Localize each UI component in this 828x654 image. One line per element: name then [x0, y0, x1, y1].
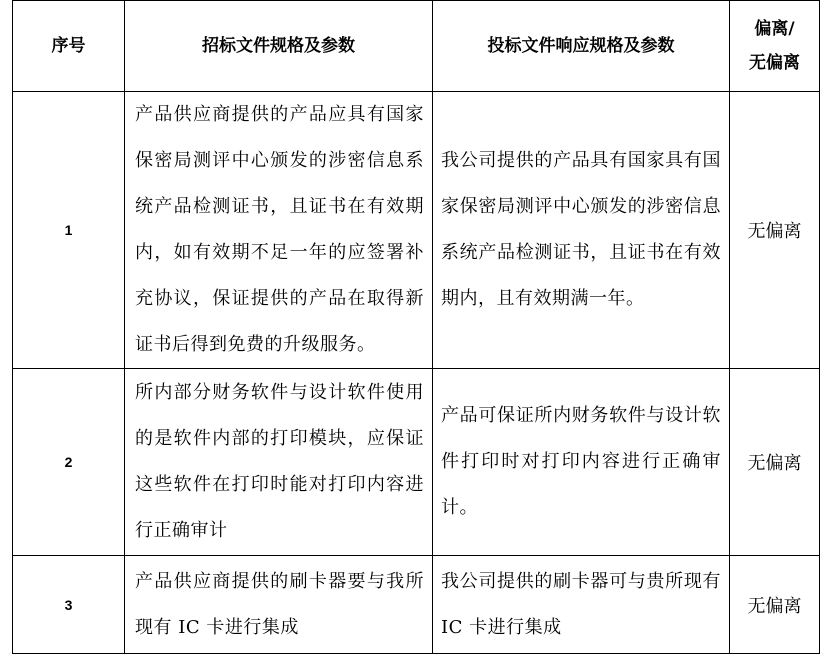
row-seq: 1	[13, 92, 125, 369]
table-row	[13, 92, 820, 369]
header-tender-spec: 招标文件规格及参数	[125, 1, 433, 92]
header-seq: 序号	[13, 1, 125, 92]
row-bid-cell	[433, 92, 730, 369]
header-deviation-line1: 偏离/	[754, 19, 795, 39]
row-bid-cell	[433, 556, 730, 654]
row-bid-cell	[433, 369, 730, 556]
row-tender-text: 产品供应商提供的刷卡器要与我所现有 IC 卡进行集成	[135, 570, 424, 638]
row-tender-cell	[125, 556, 433, 654]
row-seq: 2	[13, 369, 125, 556]
row-deviation: 无偏离	[730, 556, 820, 654]
table-row	[13, 369, 820, 556]
header-bid-response: 投标文件响应规格及参数	[433, 1, 730, 92]
header-deviation	[730, 1, 820, 92]
row-deviation: 无偏离	[730, 369, 820, 556]
table-header-row	[13, 1, 820, 92]
table-row	[13, 556, 820, 654]
specification-deviation-table	[12, 0, 820, 654]
row-bid-text: 我公司提供的产品具有国家具有国家保密局测评中心颁发的涉密信息系统产品检测证书，且证书在有效期内，且有效期满一年。	[441, 150, 721, 309]
row-tender-text: 产品供应商提供的产品应具有国家保密局测评中心颁发的涉密信息系统产品检测证书，且证书在有效期内，如有效期不足一年的应签署补充协议，保证提供的产品在取得新证书后得到免费的升级服务。	[135, 104, 424, 355]
row-tender-cell	[125, 369, 433, 556]
row-seq: 3	[13, 556, 125, 654]
row-tender-text: 所内部分财务软件与设计软件使用的是软件内部的打印模块，应保证这些软件在打印时能对打印内容进行正确审计	[135, 382, 424, 541]
header-deviation-line2: 无偏离	[749, 53, 800, 73]
row-deviation: 无偏离	[730, 92, 820, 369]
row-tender-cell	[125, 92, 433, 369]
row-bid-text: 产品可保证所内财务软件与设计软件打印时对打印内容进行正确审计。	[441, 405, 721, 518]
row-bid-text: 我公司提供的刷卡器可与贵所现有 IC 卡进行集成	[441, 570, 721, 638]
